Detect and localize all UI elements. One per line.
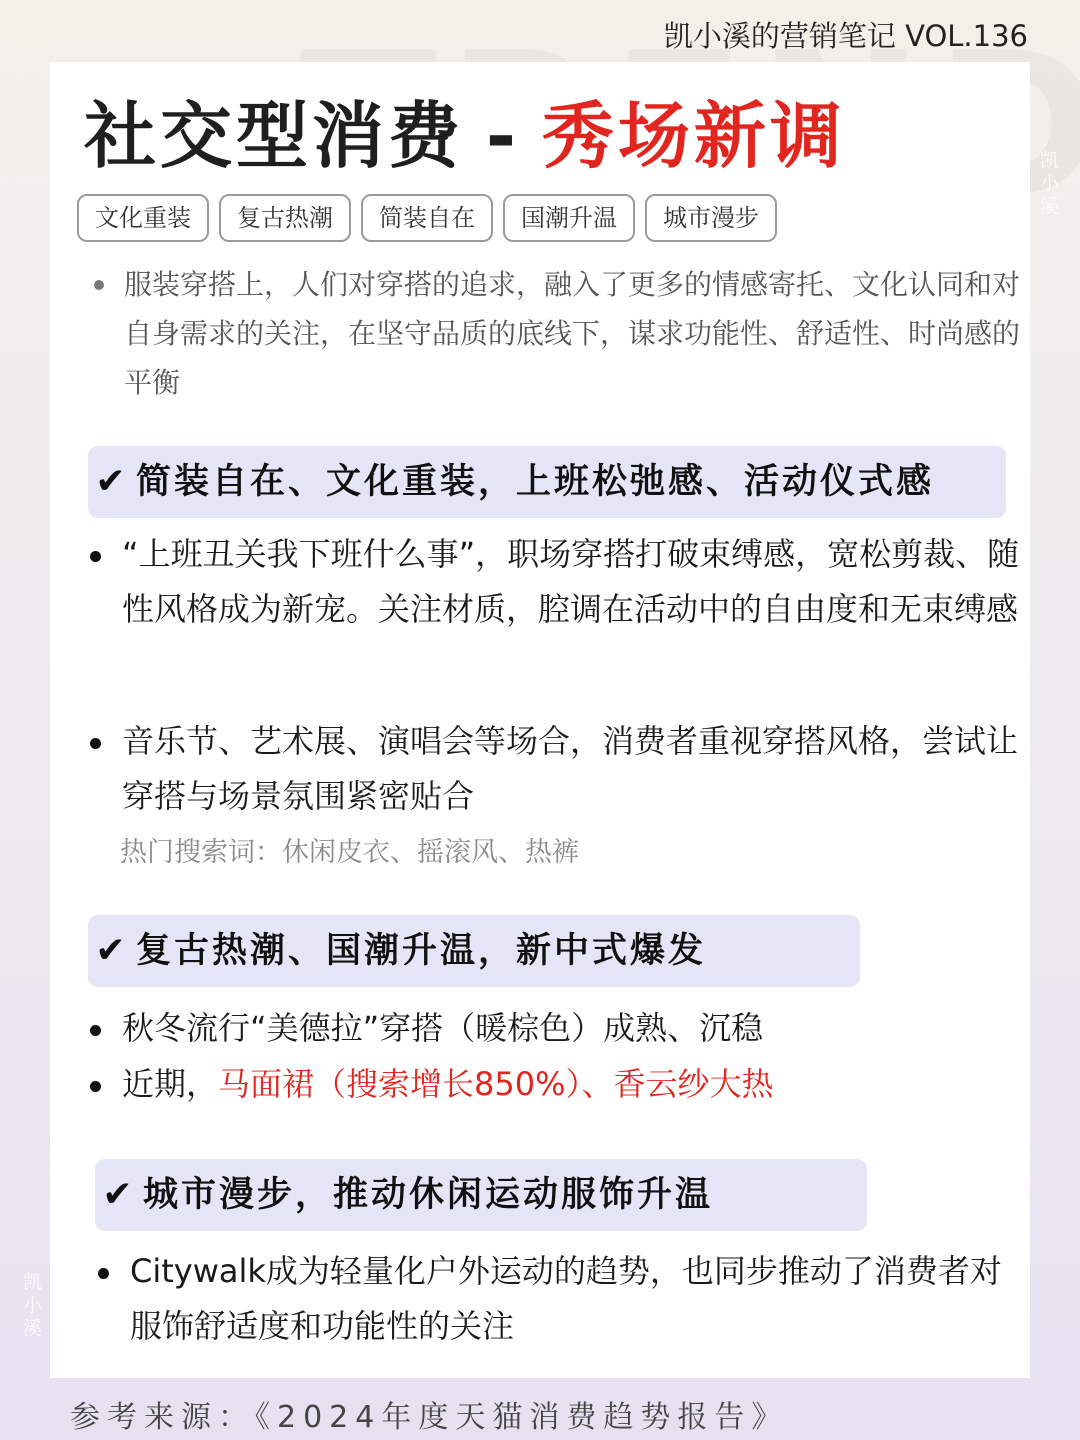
section-2-bullet-2 — [90, 1057, 1022, 1112]
check-icon: ✔ — [95, 930, 129, 971]
check-icon: ✔ — [102, 1174, 136, 1215]
check-icon: ✔ — [95, 461, 129, 502]
page-title — [84, 94, 846, 178]
title-accent: 秀场新调 — [541, 94, 846, 178]
section-heading-3 — [95, 1159, 867, 1231]
header-note: 凯小溪的营销笔记 VOL.136 — [663, 19, 1028, 53]
tag-item[interactable]: 复古热潮 — [219, 194, 351, 242]
tag-item[interactable]: 简装自在 — [361, 194, 493, 242]
title-main: 社交型消费 — [84, 94, 465, 178]
side-mark-right: 凯小溪 — [1037, 150, 1059, 219]
section-heading-2 — [88, 915, 860, 987]
section-heading-1-text: 简装自在、文化重装，上班松弛感、活动仪式感 — [136, 462, 935, 502]
intro-paragraph: 服装穿搭上，人们对穿搭的追求，融入了更多的情感寄托、文化认同和对自身需求的关注，在坚守品质的底线下，谋求功能性、舒适性、时尚感的平衡 — [94, 260, 1024, 407]
side-mark-left: 凯小溪 — [20, 1272, 42, 1341]
section-1-bullet-1: “上班丑关我下班什么事”，职场穿搭打破束缚感，宽松剪裁、随性风格成为新宠。关注材质，腔调在活动中的自由度和无束缚感 — [90, 527, 1022, 637]
section-1-bullet-2: 音乐节、艺术展、演唱会等场合，消费者重视穿搭风格，尝试让穿搭与场景氛围紧密贴合 — [90, 714, 1022, 824]
recent-highlight: 马面裙（搜索增长850%）、香云纱大热 — [218, 1065, 774, 1103]
title-dash: - — [486, 94, 520, 178]
section-heading-2-text: 复古热潮、国潮升温，新中式爆发 — [136, 931, 707, 971]
content-card — [50, 62, 1030, 1378]
recent-prefix: 近期， — [122, 1065, 219, 1103]
tag-item[interactable]: 国潮升温 — [503, 194, 635, 242]
tag-item[interactable]: 文化重装 — [77, 194, 209, 242]
section-2-bullet-1: 秋冬流行“美德拉”穿搭（暖棕色）成熟、沉稳 — [90, 1001, 1022, 1056]
section-heading-3-text: 城市漫步，推动休闲运动服饰升温 — [143, 1175, 714, 1215]
section-3-bullet-1: Citywalk成为轻量化户外运动的趋势，也同步推动了消费者对服饰舒适度和功能性的关注 — [98, 1244, 1030, 1354]
section-heading-1 — [88, 446, 1006, 518]
footer-source: 参考来源：《2024年度天猫消费趋势报告》 — [70, 1400, 789, 1435]
hot-search-terms: 热门搜索词：休闲皮衣、摇滚风、热裤 — [120, 837, 579, 868]
tag-list — [77, 194, 777, 242]
tag-item[interactable]: 城市漫步 — [645, 194, 777, 242]
